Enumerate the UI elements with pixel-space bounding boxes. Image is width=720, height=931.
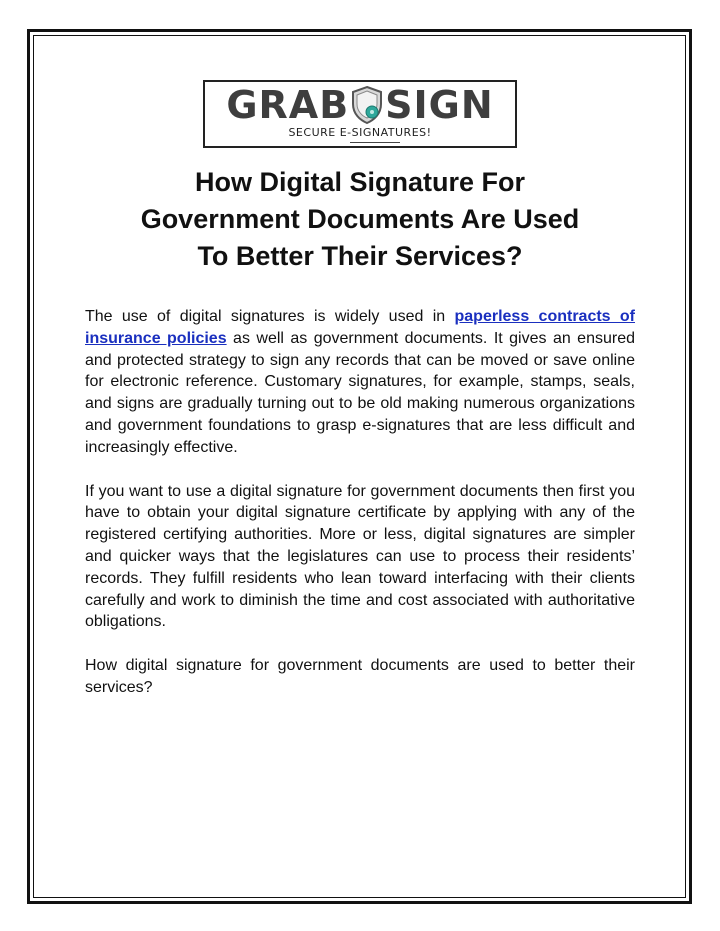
paperless-contracts-link[interactable]: paperless contracts of insurance policies bbox=[85, 308, 635, 347]
title-line-3: To Better Their Services? bbox=[197, 241, 523, 271]
paragraph-1 bbox=[85, 306, 635, 459]
logo-brand-left: GRAB bbox=[226, 83, 350, 127]
logo-brand-right: SIGN bbox=[385, 83, 494, 127]
logo-signature-stroke bbox=[350, 142, 400, 143]
title-line-2: Government Documents Are Used bbox=[140, 204, 580, 234]
logo-wordmark bbox=[205, 85, 515, 125]
article-body bbox=[85, 306, 635, 721]
paragraph-1-rest: as well as government documents. It gives an ensured and protected strategy to sign any records that can be moved or save online for electronic reference. Customary signatures, for example, stamps, seals, and signs are gradually turning out to be old making numerous organizations and government foundations to grasp e-signatures that are less difficult and increasingly effective. bbox=[85, 329, 635, 456]
logo-tagline: SECURE E-SIGNATURES! bbox=[288, 126, 432, 139]
paragraph-3: How digital signature for government documents are used to better their services? bbox=[85, 657, 635, 696]
title-line-1: How Digital Signature For bbox=[194, 167, 525, 197]
shield-icon bbox=[350, 85, 384, 125]
grabsign-logo bbox=[203, 80, 517, 148]
paragraph-2: If you want to use a digital signature for government documents then first you have to obtain your digital signature certificate by applying with any of the registered certifying authorities. More or less, digital signatures are simpler and quicker ways that the legislatures can use to process their residents’ records. They fulfill residents who lean toward interfacing with their clients carefully and work to diminish the time and cost associated with authoritative obligations. bbox=[85, 482, 635, 631]
paragraph-1-lead: The use of digital signatures is widely used in bbox=[85, 308, 455, 325]
page-title bbox=[90, 164, 630, 275]
